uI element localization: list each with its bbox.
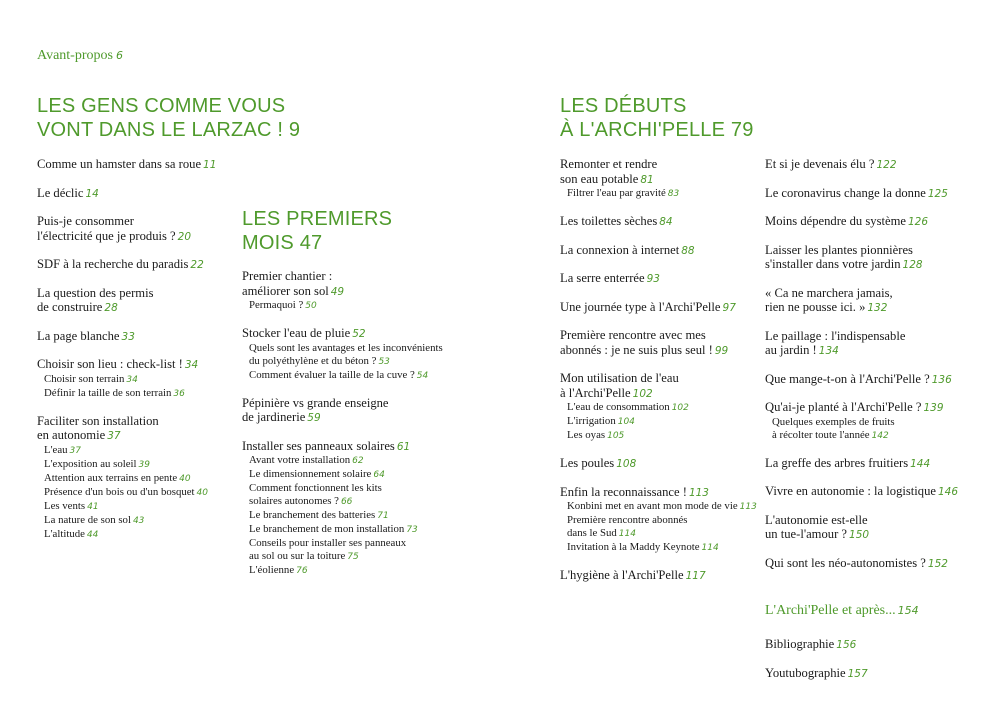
toc-entry-title: [560, 300, 760, 316]
toc-subentry[interactable]: [560, 429, 760, 443]
entry-title-line: Quelques exemples de fruits: [772, 415, 895, 428]
toc-entry-title: [765, 400, 980, 416]
toc-entry-title: [765, 243, 980, 273]
part-title-line: À L'ARCHI'PELLE: [560, 119, 726, 141]
page-number: 73: [406, 525, 418, 535]
entry-title-line: L'éolienne: [249, 564, 295, 576]
entry-title-line: Les poules: [560, 456, 615, 470]
entry-title-line: Choisir son terrain: [44, 372, 125, 385]
entry-title-line: La page blanche: [37, 328, 120, 343]
page-number: 132: [867, 302, 888, 314]
page-number: 14: [85, 187, 99, 200]
entry-title-line: « Ca ne marchera jamais,: [765, 285, 893, 300]
toc-entry-title: [242, 439, 462, 455]
page-number: 125: [927, 187, 948, 200]
toc-entry[interactable]: [560, 271, 760, 287]
page-number: 59: [307, 412, 321, 424]
entry-title-line: La connexion à internet: [560, 242, 680, 257]
toc-subentry[interactable]: [37, 514, 237, 528]
entry-title-line: Une journée type à l'Archi'Pelle: [560, 299, 721, 314]
toc-entry[interactable]: [37, 286, 237, 316]
afterword-entry[interactable]: [765, 603, 919, 619]
toc-entry-title: [37, 214, 237, 244]
toc-column-part-1: [37, 157, 237, 555]
toc-entry[interactable]: [560, 300, 760, 316]
page-number: 43: [132, 515, 145, 526]
entry-title-line: rien ne pousse ici. »: [765, 300, 866, 314]
page-number: 52: [352, 328, 366, 340]
entry-title-line: Vivre en autonomie : la logistique: [765, 484, 936, 498]
toc-entry[interactable]: [37, 357, 237, 401]
toc-subentry[interactable]: [37, 373, 237, 387]
toc-entry[interactable]: [560, 568, 760, 584]
entry-title-line: Les vents: [44, 499, 86, 512]
entry-title-line: La question des permis: [37, 285, 154, 300]
toc-entry-title: [37, 329, 237, 345]
page-number: 41: [87, 501, 99, 512]
entry-title-line: dans le Sud: [567, 527, 617, 539]
toc-subentry[interactable]: [242, 509, 462, 523]
entry-title-line: Permaquoi ?: [249, 299, 304, 311]
part-title-line: MOIS: [242, 232, 294, 254]
entry-title-line: Avant votre installation: [249, 454, 351, 466]
entry-title-line: La nature de son sol: [44, 513, 131, 526]
entry-title-line: en autonomie: [37, 428, 106, 442]
toc-entry[interactable]: [765, 243, 980, 273]
page-number: 40: [179, 473, 191, 484]
page-number: 81: [640, 173, 654, 186]
page-number: 157: [847, 667, 868, 680]
toc-entry[interactable]: [242, 396, 462, 426]
entry-title-line: Le dimensionnement solaire: [249, 468, 372, 480]
toc-subentry[interactable]: [242, 454, 462, 468]
toc-entry-title: [765, 214, 980, 230]
toc-entry[interactable]: [765, 556, 980, 572]
entry-title-line: Faciliter son installation: [37, 413, 159, 428]
toc-entry[interactable]: [242, 326, 462, 383]
toc-subentry[interactable]: [560, 500, 760, 514]
entry-title-line: Qui sont les néo-autonomistes ?: [765, 555, 926, 570]
toc-entry-title: [560, 568, 760, 584]
part-title-line: LES PREMIERS: [242, 208, 393, 230]
toc-entry[interactable]: [765, 329, 980, 359]
toc-entry[interactable]: [765, 484, 980, 500]
toc-subentry[interactable]: [242, 468, 462, 482]
page-number: 50: [305, 301, 317, 311]
page-number: 154: [897, 604, 919, 617]
toc-entry-title: [560, 243, 760, 259]
toc-column-part-2: [242, 269, 462, 591]
entry-title-line: un tue-l'amour ?: [765, 527, 848, 541]
page-number: 71: [377, 511, 389, 521]
page-number: 99: [714, 344, 729, 357]
entry-title-line: Et si je devenais élu ?: [765, 157, 875, 171]
toc-entry[interactable]: [765, 214, 980, 230]
toc-entry[interactable]: [37, 414, 237, 542]
toc-entry-title: [765, 329, 980, 359]
toc-entry[interactable]: [560, 328, 760, 358]
toc-column-part-3-right: [765, 157, 980, 584]
page-number: 114: [618, 529, 636, 539]
page-number: 64: [373, 470, 385, 480]
page-number: 113: [739, 502, 757, 512]
toc-entry-title: [765, 637, 965, 653]
entry-title-line: Quels sont les avantages et les inconvénients: [249, 341, 443, 354]
entry-title-line: Qu'ai-je planté à l'Archi'Pelle ?: [765, 400, 922, 414]
page-number: 66: [340, 497, 353, 507]
entry-title-line: Choisir son lieu : check-list !: [37, 357, 183, 371]
part-page-number: 9: [288, 119, 301, 141]
entry-title-line: l'électricité que je produis ?: [37, 228, 176, 243]
entry-title-line: L'exposition au soleil: [44, 457, 137, 470]
entry-title-line: Les oyas: [567, 429, 606, 441]
entry-title-line: de construire: [37, 300, 103, 314]
toc-subentry[interactable]: [242, 564, 462, 578]
entry-title-line: Invitation à la Maddy Keynote: [567, 541, 700, 553]
entry-title-line: Pépinière vs grande enseigne: [242, 395, 389, 410]
entry-title-line: SDF à la recherche du paradis: [37, 257, 189, 271]
entry-title-line: Le paillage : l'indispensable: [765, 328, 906, 343]
entry-title-line: L'autonomie est-elle: [765, 512, 868, 527]
page-number: 134: [818, 345, 839, 357]
entry-title-line: améliorer son sol: [242, 283, 329, 298]
entry-title-line: au jardin !: [765, 343, 817, 357]
toc-entry[interactable]: [560, 157, 760, 201]
toc-entry-title: [765, 456, 980, 472]
toc-entry-title: [765, 286, 980, 316]
toc-entry[interactable]: [765, 456, 980, 472]
entry-title-line: La serre enterrée: [560, 271, 645, 285]
page-number: 6: [115, 49, 123, 62]
toc-entry-title: [765, 666, 965, 682]
page-number: 22: [190, 259, 204, 271]
toc-subentry[interactable]: [560, 514, 760, 541]
page-number: 152: [927, 557, 948, 570]
entry-title-line: abonnés : je ne suis plus seul !: [560, 342, 713, 357]
toc-entry-title: [560, 485, 760, 501]
toc-entry[interactable]: [37, 329, 237, 345]
toc-entry-title: [37, 286, 237, 316]
entry-title-line: solaires autonomes ?: [249, 495, 339, 507]
toc-entry-title: [560, 371, 760, 401]
page-number: 156: [836, 639, 857, 651]
toc-entry[interactable]: [560, 243, 760, 259]
entry-title-line: Comment fonctionnent les kits: [249, 482, 382, 494]
entry-title-line: à l'Archi'Pelle: [560, 385, 631, 400]
toc-entry[interactable]: [765, 637, 965, 653]
page-number: 44: [86, 529, 99, 540]
toc-subentry[interactable]: [242, 342, 462, 369]
toc-subentry[interactable]: [37, 444, 237, 458]
toc-entry-title: [560, 456, 760, 472]
entry-title-line: L'irrigation: [567, 415, 616, 427]
entry-title-line: La greffe des arbres fruitiers: [765, 455, 909, 470]
toc-subentry[interactable]: [242, 369, 462, 383]
toc-entry[interactable]: [560, 456, 760, 472]
entry-title-line: L'altitude: [44, 527, 85, 540]
page-number: 54: [416, 370, 429, 381]
part-title-1: [37, 94, 300, 142]
page-number: 40: [196, 487, 208, 498]
page-number: 49: [330, 285, 345, 298]
page-number: 33: [121, 330, 135, 343]
toc-entry-title: [765, 186, 980, 202]
page-number: 126: [907, 216, 929, 228]
entry-title-line: Stocker l'eau de pluie: [242, 326, 351, 340]
toc-entry[interactable]: [765, 157, 980, 173]
toc-entry[interactable]: [37, 257, 237, 273]
entry-title-line: Que mange-t-on à l'Archi'Pelle ?: [765, 371, 930, 386]
page-number: 146: [937, 486, 959, 498]
entry-title-line: Laisser les plantes pionnières: [765, 242, 913, 257]
toc-entry[interactable]: [37, 186, 237, 202]
toc-entry[interactable]: [242, 439, 462, 579]
toc-subentry[interactable]: [37, 528, 237, 542]
entry-title-line: Définir la taille de son terrain: [44, 386, 172, 399]
toc-subentry[interactable]: [37, 486, 237, 500]
page-number: 34: [126, 374, 138, 385]
page-number: 39: [138, 459, 150, 470]
toc-subentry[interactable]: [37, 472, 237, 486]
entry-title-line: Enfin la reconnaissance !: [560, 484, 687, 499]
page-number: 83: [667, 189, 680, 199]
toc-entry-title: [560, 328, 760, 358]
toc-entry[interactable]: [560, 485, 760, 556]
entry-title-line: son eau potable: [560, 171, 639, 186]
page-number: 122: [876, 159, 897, 171]
page-number: 84: [659, 216, 673, 228]
entry-title-line: Le coronavirus change la donne: [765, 185, 926, 200]
toc-subentry[interactable]: [242, 299, 462, 313]
part-title-line: LES GENS COMME VOUS: [37, 95, 286, 117]
toc-subentry[interactable]: [242, 482, 462, 509]
entry-title-line: au sol ou sur la toiture: [249, 550, 346, 562]
page-number: 61: [396, 440, 411, 453]
entry-title-line: Le branchement des batteries: [249, 509, 376, 521]
page-number: 62: [352, 456, 364, 466]
entry-title-line: Mon utilisation de l'eau: [560, 371, 679, 385]
foreword-label: Avant-propos: [37, 48, 113, 63]
entry-title-line: Moins dépendre du système: [765, 214, 906, 228]
toc-entry[interactable]: [765, 513, 980, 543]
page-number: 105: [607, 431, 625, 441]
toc-entry-title: [242, 396, 462, 426]
page-number: 28: [104, 302, 118, 314]
entry-title-line: Conseils pour installer ses panneaux: [249, 537, 407, 549]
entry-title-line: Bibliographie: [765, 637, 835, 651]
entry-title-line: Les toilettes sèches: [560, 214, 658, 228]
toc-entry-title: [560, 271, 760, 287]
page-number: 142: [871, 430, 889, 441]
page-number: 20: [177, 230, 192, 243]
page-number: 37: [107, 430, 121, 442]
toc-subentry[interactable]: [37, 387, 237, 401]
toc-entry[interactable]: [765, 372, 980, 388]
foreword-entry[interactable]: [37, 48, 123, 64]
toc-entry-title: [37, 357, 237, 373]
page-number: 93: [646, 273, 660, 285]
page-number: 144: [910, 457, 931, 470]
toc-subentry[interactable]: [37, 500, 237, 514]
toc-entry-title: [765, 513, 980, 543]
page-number: 113: [688, 486, 709, 499]
toc-entry-title: [242, 326, 462, 342]
page-number: 150: [849, 529, 870, 541]
page-number: 97: [722, 301, 736, 314]
toc-subentry[interactable]: [560, 187, 760, 201]
toc-entry[interactable]: [37, 157, 237, 173]
page-number: 136: [931, 373, 952, 386]
toc-entry[interactable]: [765, 400, 980, 443]
toc-entry-title: [560, 214, 760, 230]
page-number: 53: [378, 356, 390, 367]
entry-title-line: Remonter et rendre: [560, 157, 658, 171]
toc-entry-title: [765, 372, 980, 388]
page-number: 36: [173, 388, 185, 399]
page-number: 139: [923, 402, 944, 414]
entry-title-line: Attention aux terrains en pente: [44, 471, 178, 484]
page-number: 88: [681, 244, 695, 257]
page-number: 104: [617, 417, 635, 427]
page-number: 102: [671, 403, 689, 413]
page-number: 117: [685, 570, 706, 582]
page-number: 11: [203, 159, 217, 171]
toc-entry-title: [242, 269, 462, 299]
toc-entry-title: [765, 556, 980, 572]
page-number: 76: [296, 566, 308, 576]
afterword-title: L'Archi'Pelle et après...: [765, 603, 896, 618]
entry-title-line: Première rencontre abonnés: [567, 514, 688, 526]
entry-title-line: L'eau de consommation: [567, 401, 670, 413]
toc-entry-title: [37, 257, 237, 273]
toc-entry-title: [37, 414, 237, 444]
page-number: 102: [632, 387, 653, 400]
toc-entry-title: [765, 484, 980, 500]
entry-title-line: Présence d'un bois ou d'un bosquet: [44, 485, 195, 498]
page-number: 114: [701, 543, 719, 553]
entry-title-line: du polyéthylène et du béton ?: [249, 354, 377, 367]
toc-column-afterword: [765, 637, 965, 694]
part-title-line: VONT DANS LE LARZAC !: [37, 119, 284, 141]
entry-title-line: Filtrer l'eau par gravité: [567, 187, 666, 199]
entry-title-line: Premier chantier :: [242, 269, 333, 283]
entry-title-line: à récolter toute l'année: [772, 428, 870, 441]
entry-title-line: Konbini met en avant mon mode de vie: [567, 500, 738, 512]
entry-title-line: de jardinerie: [242, 410, 306, 424]
toc-subentry[interactable]: [560, 541, 760, 555]
toc-column-part-3-left: [560, 157, 760, 597]
toc-entry[interactable]: [765, 186, 980, 202]
toc-subentry[interactable]: [242, 523, 462, 537]
toc-entry-title: [765, 157, 980, 173]
toc-subentry[interactable]: [560, 415, 760, 429]
entry-title-line: L'eau: [44, 443, 68, 456]
entry-title-line: Installer ses panneaux solaires: [242, 438, 395, 453]
page-number: 108: [616, 458, 637, 470]
page-number: 128: [902, 259, 923, 271]
part-page-number: 79: [730, 119, 754, 141]
toc-subentry[interactable]: [765, 416, 980, 443]
toc-entry[interactable]: [242, 269, 462, 313]
toc-entry[interactable]: [560, 371, 760, 443]
toc-entry-title: [560, 157, 760, 187]
toc-entry-title: [37, 186, 237, 202]
entry-title-line: Youtubographie: [765, 665, 846, 680]
toc-subentry[interactable]: [560, 401, 760, 415]
page-number: 34: [184, 359, 199, 371]
toc-entry[interactable]: [765, 666, 965, 682]
page-number: 37: [69, 445, 81, 456]
toc-subentry[interactable]: [242, 537, 462, 564]
toc-entry[interactable]: [560, 214, 760, 230]
toc-entry[interactable]: [37, 214, 237, 244]
entry-title-line: L'hygiène à l'Archi'Pelle: [560, 568, 684, 582]
entry-title-line: Première rencontre avec mes: [560, 328, 706, 342]
part-title-2: [242, 207, 392, 255]
entry-title-line: Le branchement de mon installation: [249, 523, 405, 535]
toc-entry[interactable]: [765, 286, 980, 316]
toc-entry-title: [37, 157, 237, 173]
page-number: 75: [347, 552, 359, 562]
toc-subentry[interactable]: [37, 458, 237, 472]
entry-title-line: Comme un hamster dans sa roue: [37, 157, 202, 171]
entry-title-line: Puis-je consommer: [37, 214, 134, 228]
part-title-line: LES DÉBUTS: [560, 95, 687, 117]
entry-title-line: Le déclic: [37, 185, 84, 200]
entry-title-line: s'installer dans votre jardin: [765, 257, 901, 271]
part-title-3: [560, 94, 754, 142]
entry-title-line: Comment évaluer la taille de la cuve ?: [249, 368, 415, 381]
part-page-number: 47: [299, 232, 323, 254]
